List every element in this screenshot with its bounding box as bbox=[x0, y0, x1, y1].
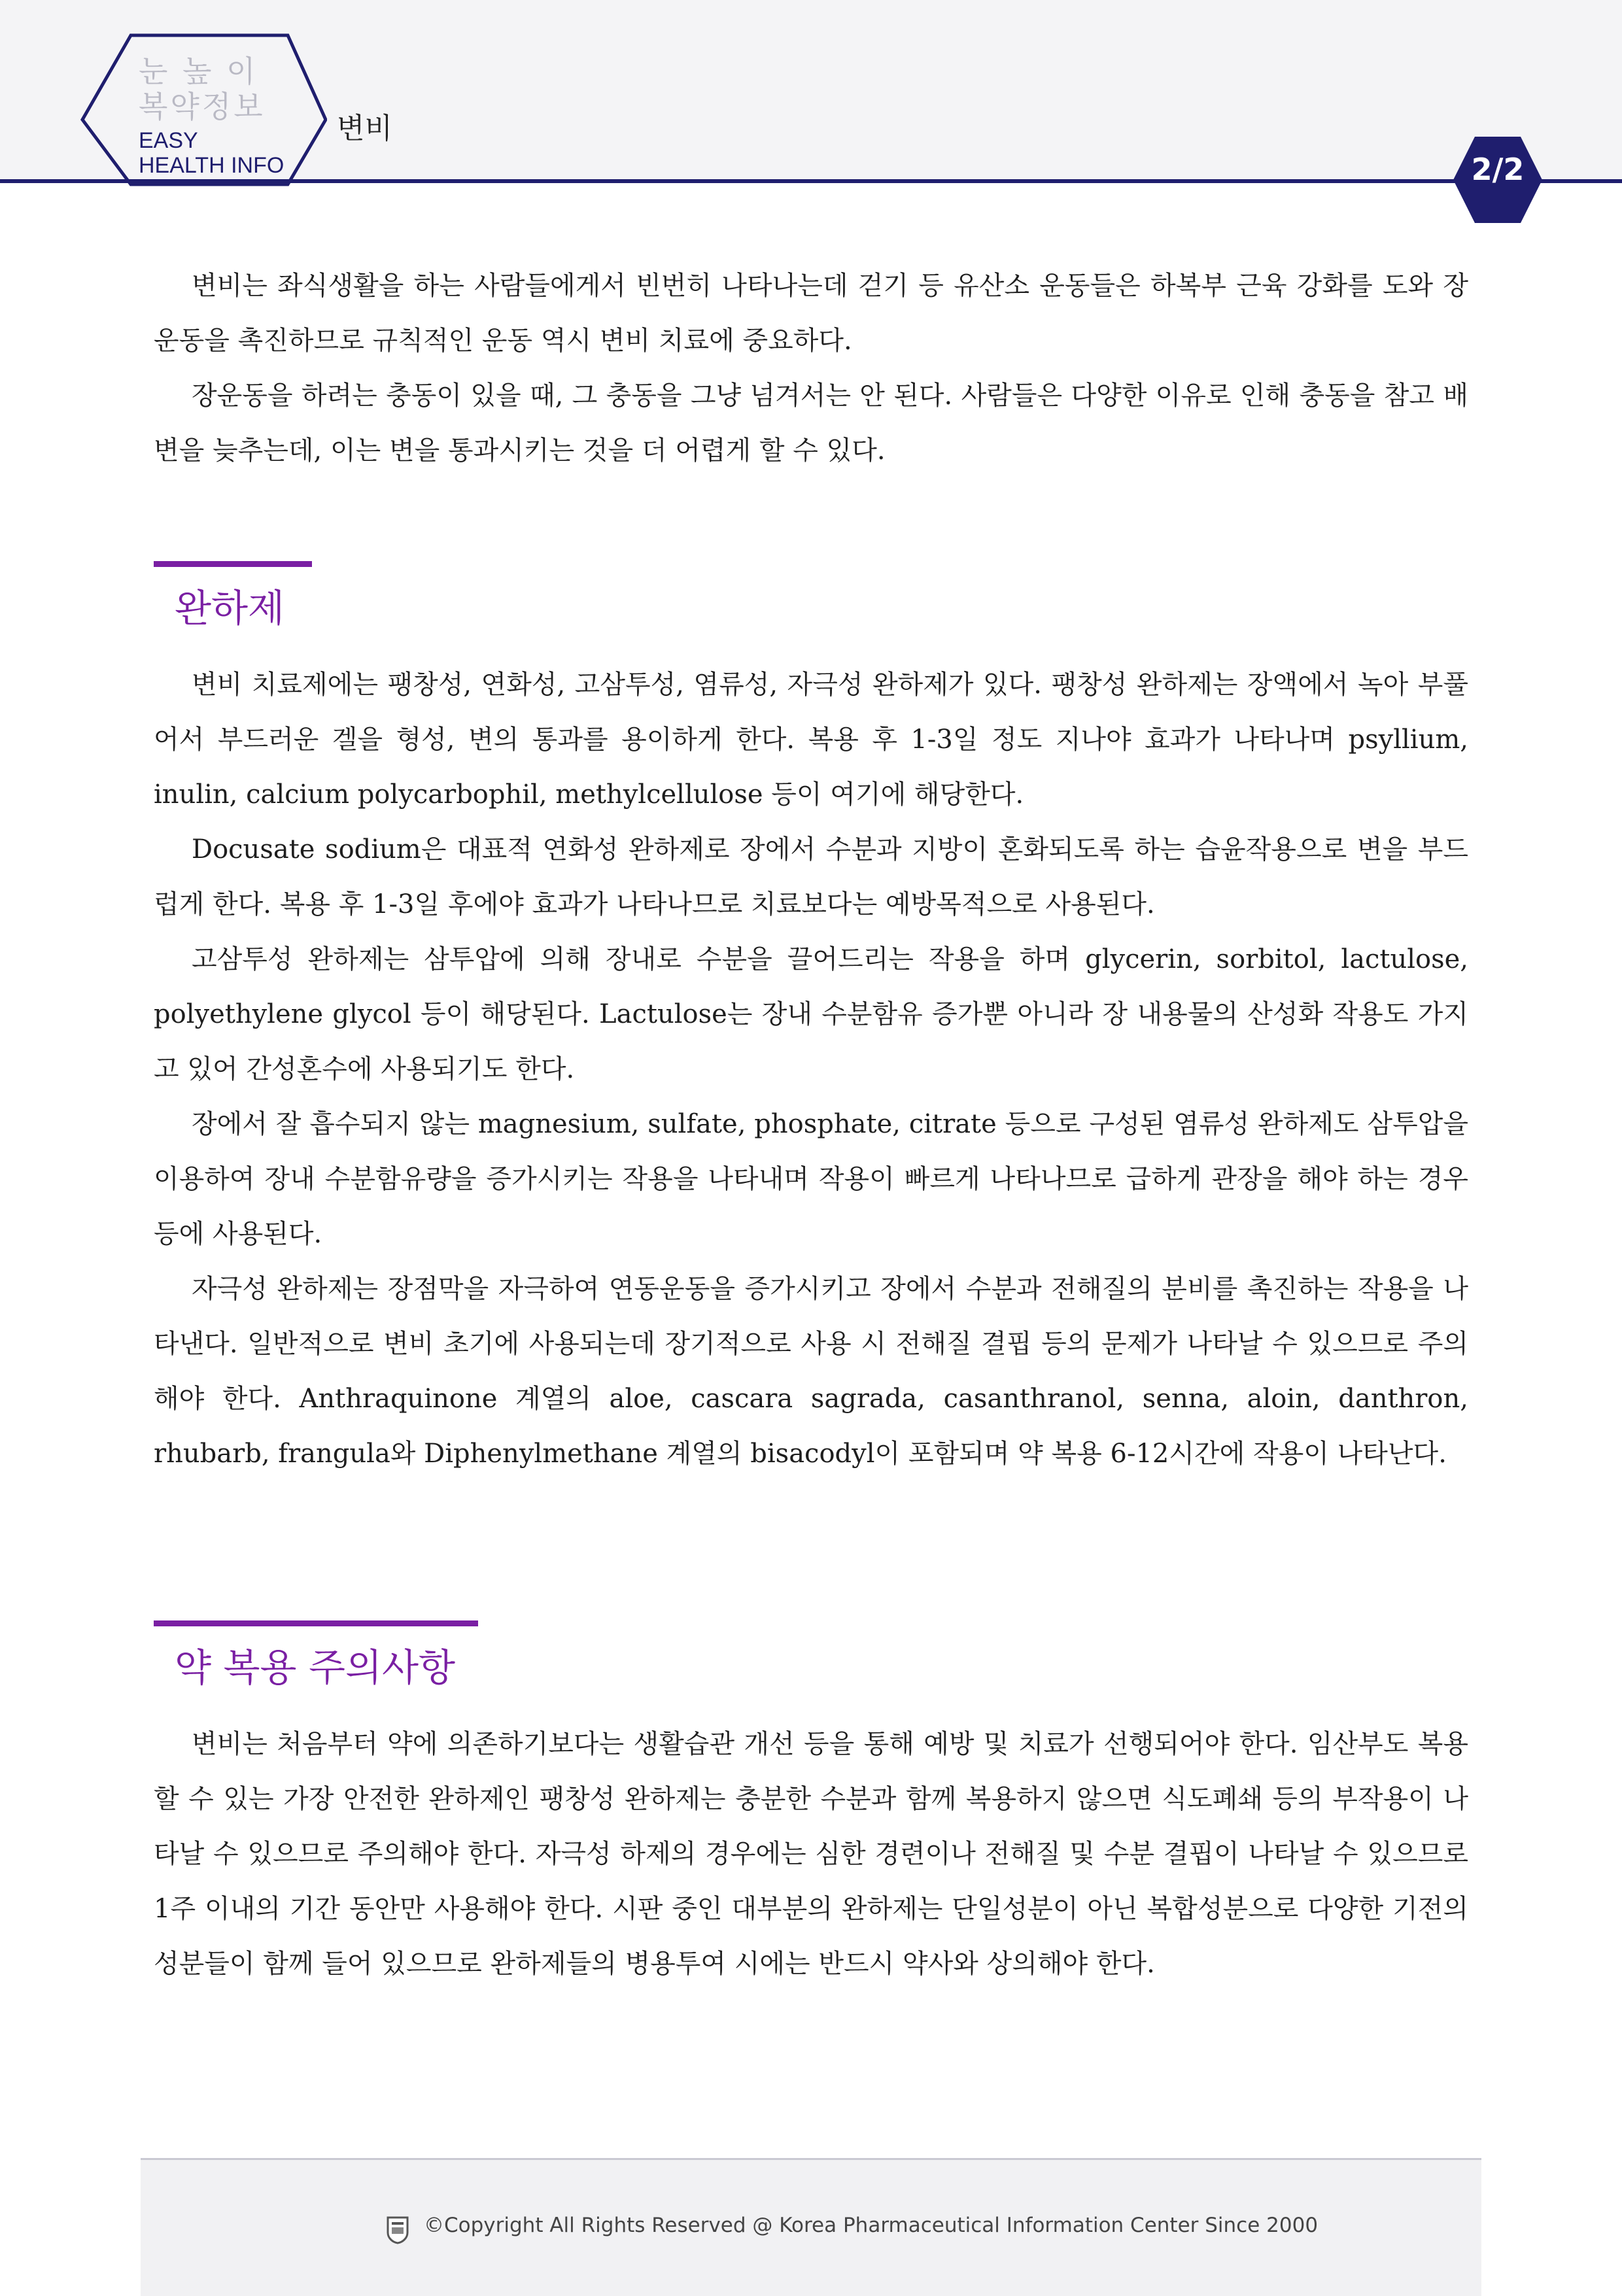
body-paragraph: 장에서 잘 흡수되지 않는 magnesium, sulfate, phosphate, citrate 등으로 구성된 염류성 완하제도 삼투압을 이용하여 장내 수분함유량을 증가시키는 작용을 나타내며 작용이 빠르게 나타나므로 급하게 관장을 해야 하는 경우 등에 사용된다. bbox=[154, 1109, 1468, 1249]
body-paragraph: 변비는 처음부터 약에 의존하기보다는 생활습관 개선 등을 통해 예방 및 치료가 선행되어야 한다. 임산부도 복용할 수 있는 가장 안전한 완하제인 팽창성 완하제는 충분한 수분과 함께 복용하지 않으면 식도폐쇄 등의 부작용이 나타날 수 있으므로 주의해야 한다. 자극성 하제의 경우에는 심한 경련이나 전해질 및 수분 결핍이 나타날 수 있으므로 1주 이내의 기간 동안만 사용해야 한다. 시판 중인 대부분의 완하제는 단일성분이 아닌 복합성분으로 다양한 기전의 성분들이 함께 들어 있으므로 완하제들의 병용투여 시에는 반드시 약사와 상의해야 한다. bbox=[154, 1729, 1468, 1979]
section-heading: 완하제 bbox=[175, 586, 285, 630]
body-paragraph: 고삼투성 완하제는 삼투압에 의해 장내로 수분을 끌어드리는 작용을 하며 glycerin, sorbitol, lactulose, polyethylene glycol 등이 해당된다. Lactulose는 장내 수분함유 증가뿐 아니라 장 내용물의 산성화 작용도 가지고 있어 간성혼수에 사용되기도 한다. bbox=[154, 944, 1468, 1084]
section-body bbox=[154, 1717, 1468, 1991]
body-paragraph: 변비 치료제에는 팽창성, 연화성, 고삼투성, 염류성, 자극성 완하제가 있다. 팽창성 완하제는 장액에서 녹아 부풀어서 부드러운 겔을 형성, 변의 통과를 용이하게 한다. 복용 후 1-3일 정도 지나야 효과가 나타나며 psyllium, inulin, calcium polycarbophil, methylcellulose 등이 여기에 해당한다. bbox=[154, 670, 1468, 810]
logo-korean bbox=[139, 54, 269, 124]
section-laxatives bbox=[154, 561, 1468, 1481]
body-paragraph: 자극성 완하제는 장점막을 자극하여 연동운동을 증가시키고 장에서 수분과 전해질의 분비를 촉진하는 작용을 나타낸다. 일반적으로 변비 초기에 사용되는데 장기적으로 사용 시 전해질 결핍 등의 문제가 나타날 수 있으므로 주의해야 한다. Anthraquinone 계열의 aloe, cascara sagrada, casanthranol, senna, aloin, danthron, rhubarb, frangula와 Diphenylmethane 계열의 bisacodyl이 포함되며 약 복용 6-12시간에 작용이 나타난다. bbox=[154, 1274, 1468, 1469]
intro-paragraph-1: 변비는 좌식생활을 하는 사람들에게서 빈번히 나타나는데 걷기 등 유산소 운동들은 하복부 근육 강화를 도와 장운동을 촉진하므로 규칙적인 운동 역시 변비 치료에 중요하다. bbox=[154, 271, 1468, 356]
footer-copyright: ©Copyright All Rights Reserved @ Korea Pharmaceutical Information Center Since 2000 bbox=[424, 2214, 1319, 2237]
page-number: 2/2 bbox=[1471, 152, 1525, 187]
section-accent-bar bbox=[154, 561, 312, 567]
body-paragraph: Docusate sodium은 대표적 연화성 완하제로 장에서 수분과 지방이 혼화되도록 하는 습윤작용으로 변을 부드럽게 한다. 복용 후 1-3일 후에야 효과가 나타나므로 치료보다는 예방목적으로 사용된다. bbox=[154, 834, 1468, 919]
section-heading: 약 복용 주의사항 bbox=[175, 1645, 456, 1690]
section-body bbox=[154, 657, 1468, 1481]
section-accent-bar bbox=[154, 1620, 478, 1626]
intro-section bbox=[154, 258, 1468, 478]
logo-english-line1: EASY bbox=[139, 128, 198, 153]
logo-english-line2: HEALTH INFO bbox=[139, 153, 285, 178]
intro-paragraph-2: 장운동을 하려는 충동이 있을 때, 그 충동을 그냥 넘겨서는 안 된다. 사람들은 다양한 이유로 인해 충동을 참고 배변을 늦추는데, 이는 변을 통과시키는 것을 더 어렵게 할 수 있다. bbox=[154, 381, 1468, 466]
shield-logo-icon bbox=[386, 2216, 409, 2244]
logo-korean-line2: 복약정보 bbox=[139, 89, 266, 124]
logo-english bbox=[139, 128, 284, 178]
section-precautions bbox=[154, 1620, 1468, 1991]
document-title: 변비 bbox=[337, 112, 393, 145]
logo-korean-line1: 눈 높 이 bbox=[139, 54, 258, 89]
